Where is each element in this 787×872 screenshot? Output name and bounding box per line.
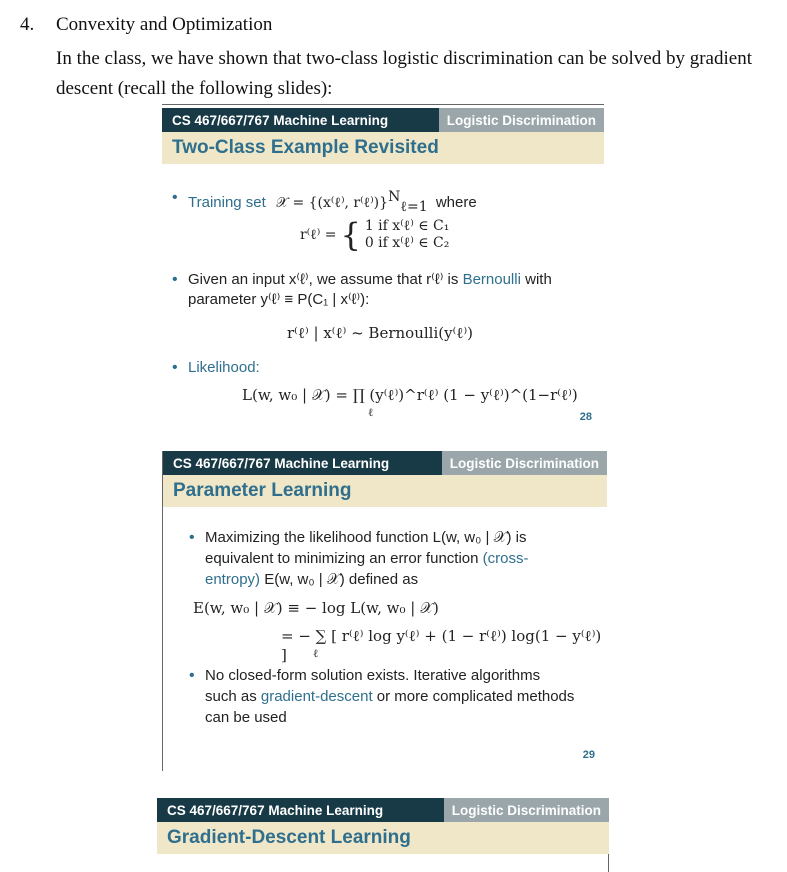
case-2: 0 if x⁽ℓ⁾ ∈ C₂ <box>364 235 450 251</box>
slide-header-bar <box>157 798 609 822</box>
question-title: Convexity and Optimization <box>56 14 273 35</box>
maximizing-text-a: Maximizing the likelihood function L(w, w₀ | 𝒳) is equivalent to minimizing an error function <box>205 529 527 567</box>
where-label: where <box>435 194 477 211</box>
cross-entropy-text: (cross-entropy) <box>205 550 529 588</box>
bernoulli-text-b: with parameter y⁽ℓ⁾ ≡ P(C₁ | x⁽ℓ⁾): <box>188 271 552 308</box>
slide-header-bar <box>162 108 604 132</box>
gradient-descent-text: gradient-descent <box>260 688 373 705</box>
bernoulli-text-a: Given an input x⁽ℓ⁾, we assume that r⁽ℓ⁾ is <box>188 271 459 288</box>
bernoulli-equation: r⁽ℓ⁾ | x⁽ℓ⁾ ~ Bernoulli(y⁽ℓ⁾) <box>287 324 473 342</box>
question-number: 4. <box>20 14 35 35</box>
case-definition <box>300 218 449 252</box>
training-set-sub: ℓ=1 <box>400 199 428 215</box>
bullet-likelihood: • Likelihood: <box>188 359 260 376</box>
training-set-math: 𝒳 = {(x⁽ℓ⁾, r⁽ℓ⁾)} <box>275 195 389 211</box>
error-sum-sub: ℓ <box>313 647 319 660</box>
slide-title: Gradient-Descent Learning <box>157 822 609 854</box>
likelihood-equation: L(w, w₀ | 𝒳) = ∏ (y⁽ℓ⁾)^r⁽ℓ⁾ (1 − y⁽ℓ⁾)^(1−r⁽ℓ⁾) <box>242 386 578 404</box>
topic-label: Logistic Discrimination <box>442 451 607 475</box>
error-equation-2: = − ∑ [ r⁽ℓ⁾ log y⁽ℓ⁾ + (1 − r⁽ℓ⁾) log(1 − y⁽ℓ⁾) ] <box>281 627 602 664</box>
likelihood-sub: ℓ <box>368 406 374 419</box>
course-label: CS 467/667/767 Machine Learning <box>172 112 389 128</box>
bullet-gradient <box>205 665 575 728</box>
slide-28 <box>162 108 604 433</box>
course-label: CS 467/667/767 Machine Learning <box>167 802 384 818</box>
brace-icon: { <box>340 216 361 254</box>
bullet-maximizing <box>205 527 570 590</box>
gradient-text-a: No closed-form solution exists. Iterative algorithms such as <box>205 667 541 705</box>
slide-29 <box>162 451 607 771</box>
slide-header-bar <box>163 451 607 475</box>
topic-label: Logistic Discrimination <box>439 108 604 132</box>
bernoulli-link-text: Bernoulli <box>462 271 521 288</box>
question-text: In the class, we have shown that two-class logistic discrimination can be solved by gradient descent (recall the following slides): <box>56 48 752 99</box>
slide-title: Two-Class Example Revisited <box>162 132 604 164</box>
case-1: 1 if x⁽ℓ⁾ ∈ C₁ <box>364 218 450 234</box>
slide-gradient-descent <box>157 798 609 872</box>
page-number: 29 <box>582 749 595 761</box>
question-heading <box>20 14 272 36</box>
case-lhs: r⁽ℓ⁾ = <box>300 226 337 243</box>
bullet-bernoulli <box>188 270 578 310</box>
error-equation-1: E(w, w₀ | 𝒳) ≡ − log L(w, w₀ | 𝒳) <box>193 599 439 617</box>
training-set-label: Training set <box>188 194 266 211</box>
training-set-sup: N <box>388 189 401 205</box>
page-number: 28 <box>579 411 592 423</box>
maximizing-text-b: E(w, w₀ | 𝒳) defined as <box>264 571 419 588</box>
slide-title: Parameter Learning <box>163 475 607 507</box>
bullet-training-set <box>188 189 477 216</box>
gradient-text-b: or more complicated methods can be used <box>205 688 575 726</box>
topic-label: Logistic Discrimination <box>444 798 609 822</box>
course-label: CS 467/667/767 Machine Learning <box>173 455 390 471</box>
